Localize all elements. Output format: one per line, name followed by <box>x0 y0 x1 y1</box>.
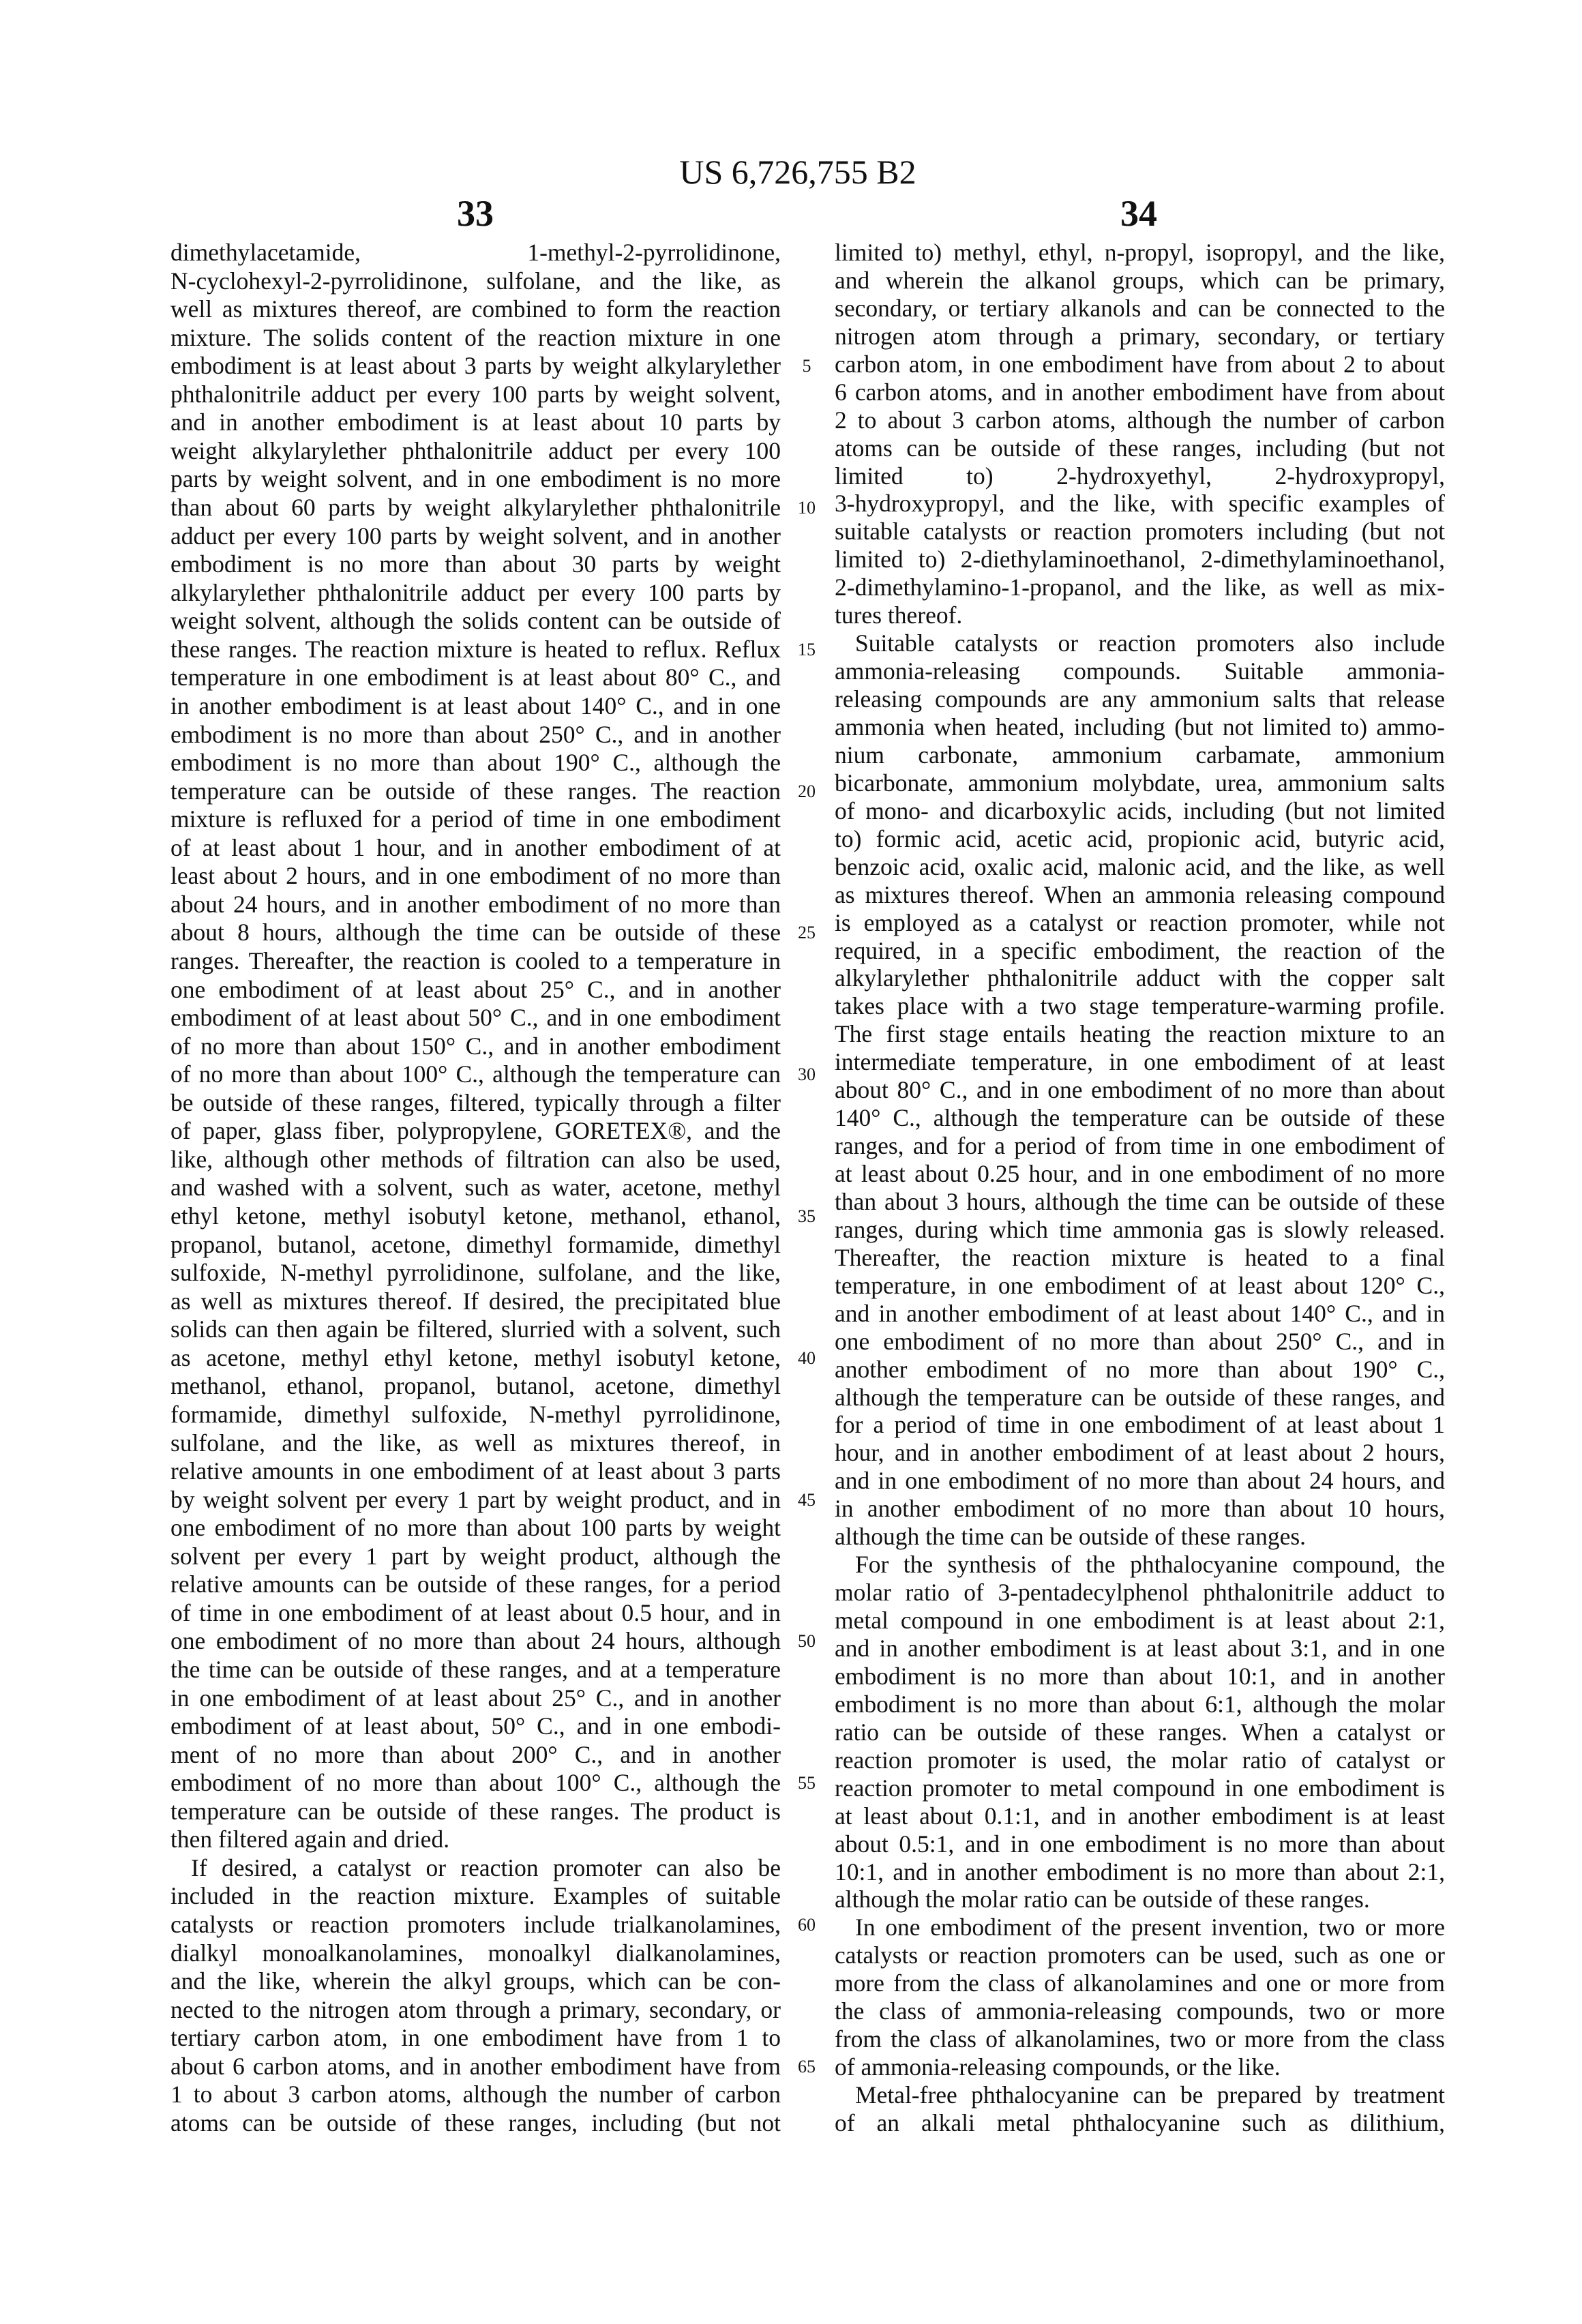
text-line: temperature, in one embodiment of at least about 120° C., <box>835 1272 1445 1300</box>
text-line: Metal-free phthalocyanine can be prepared by treatment <box>855 2081 1445 2109</box>
text-line: embodiment of no more than about 100° C., although the <box>170 1769 781 1797</box>
right-page-number: 34 <box>1071 192 1207 235</box>
text-line: atoms can be outside of these ranges, including (but not <box>835 434 1445 462</box>
line-number: 15 <box>793 636 820 664</box>
text-line: reaction promoter to metal compound in one embodiment is <box>835 1774 1445 1802</box>
text-line: and in another embodiment is at least about 10 parts by <box>170 408 781 436</box>
text-line: least about 2 hours, and in one embodiment of no more than <box>170 862 781 890</box>
text-line: although the time can be outside of these ranges. <box>835 1523 1445 1551</box>
text-line: ranges. Thereafter, the reaction is cooled to a temperature in <box>170 947 781 975</box>
text-line: temperature can be outside of these ranges. The reaction <box>170 777 781 805</box>
text-line: mixture is refluxed for a period of time in one embodiment <box>170 805 781 833</box>
text-line: benzoic acid, oxalic acid, malonic acid, and the like, as well <box>835 853 1445 881</box>
text-line: sulfolane, and the like, as well as mixtures thereof, in <box>170 1429 781 1457</box>
text-line: the class of ammonia-releasing compounds, two or more <box>835 1997 1445 2025</box>
text-line: embodiment is at least about 3 parts by weight alkylarylether <box>170 352 781 380</box>
text-line: dimethylacetamide, 1-methyl-2-pyrrolidinone, <box>170 239 781 267</box>
text-line: limited to) methyl, ethyl, n-propyl, isopropyl, and the like, <box>835 239 1445 267</box>
text-line: formamide, dimethyl sulfoxide, N-methyl pyrrolidinone, <box>170 1401 781 1429</box>
text-line: 3-hydroxypropyl, and the like, with specific examples of <box>835 490 1445 518</box>
line-number: 55 <box>793 1769 820 1797</box>
text-line: embodiment of at least about, 50° C., and in one embodi- <box>170 1712 781 1740</box>
text-line: dialkyl monoalkanolamines, monoalkyl dialkanolamines, <box>170 1939 781 1967</box>
text-line: nected to the nitrogen atom through a primary, secondary, or <box>170 1996 781 2024</box>
text-line: relative amounts in one embodiment of at least about 3 parts <box>170 1457 781 1485</box>
text-line: If desired, a catalyst or reaction promoter can also be <box>191 1854 781 1882</box>
text-line: another embodiment of no more than about 190° C., <box>835 1356 1445 1384</box>
text-line: mixture. The solids content of the reaction mixture in one <box>170 324 781 352</box>
text-line: ammonia-releasing compounds. Suitable ammonia- <box>835 657 1445 685</box>
text-line: catalysts or reaction promoters can be used, such as one or <box>835 1941 1445 1969</box>
text-line: tertiary carbon atom, in one embodiment have from 1 to <box>170 2024 781 2052</box>
text-line: and the like, wherein the alkyl groups, which can be con- <box>170 1967 781 1995</box>
text-line: reaction promoter is used, the molar ratio of catalyst or <box>835 1746 1445 1774</box>
line-number: 25 <box>793 919 820 947</box>
text-line: Suitable catalysts or reaction promoters also include <box>855 629 1445 657</box>
text-line: about 24 hours, and in another embodiment of no more than <box>170 891 781 919</box>
text-line: sulfoxide, N-methyl pyrrolidinone, sulfolane, and the like, <box>170 1259 781 1287</box>
text-line: of paper, glass fiber, polypropylene, GORETEX®, and the <box>170 1117 781 1145</box>
text-line: In one embodiment of the present invention, two or more <box>855 1913 1445 1941</box>
text-line: 2-dimethylamino-1-propanol, and the like, as well as mix- <box>835 573 1445 601</box>
line-number: 50 <box>793 1627 820 1655</box>
text-line: of mono- and dicarboxylic acids, including (but not limited <box>835 797 1445 825</box>
line-number: 5 <box>793 352 820 380</box>
text-line: in one embodiment of at least about 25° C., and in another <box>170 1684 781 1712</box>
text-line: of at least about 1 hour, and in another embodiment of at <box>170 834 781 862</box>
text-line: molar ratio of 3-pentadecylphenol phthalonitrile adduct to <box>835 1579 1445 1607</box>
text-line: embodiment is no more than about 190° C., although the <box>170 749 781 777</box>
text-line: in another embodiment is at least about 140° C., and in one <box>170 692 781 720</box>
text-line: 140° C., although the temperature can be outside of these <box>835 1104 1445 1132</box>
text-line: 2 to about 3 carbon atoms, although the number of carbon <box>835 406 1445 434</box>
text-line: limited to) 2-diethylaminoethanol, 2-dimethylaminoethanol, <box>835 546 1445 573</box>
text-line: about 0.5:1, and in one embodiment is no more than about <box>835 1830 1445 1858</box>
text-line: For the synthesis of the phthalocyanine compound, the <box>855 1551 1445 1579</box>
text-line: more from the class of alkanolamines and one or more from <box>835 1969 1445 1997</box>
text-line: ment of no more than about 200° C., and in another <box>170 1741 781 1769</box>
text-line: embodiment is no more than about 10:1, and in another <box>835 1663 1445 1690</box>
text-line: embodiment of at least about 50° C., and in one embodiment <box>170 1004 781 1032</box>
text-line: atoms can be outside of these ranges, including (but not <box>170 2109 781 2137</box>
text-line: embodiment is no more than about 250° C., and in another <box>170 721 781 749</box>
text-line: alkylarylether phthalonitrile adduct with the copper salt <box>835 964 1445 992</box>
text-line: about 80° C., and in one embodiment of no more than about <box>835 1076 1445 1104</box>
text-line: of no more than about 100° C., although the temperature can <box>170 1060 781 1088</box>
text-line: N-cyclohexyl-2-pyrrolidinone, sulfolane, and the like, as <box>170 267 781 295</box>
text-line: than about 3 hours, although the time can be outside of these <box>835 1188 1445 1216</box>
line-number: 20 <box>793 777 820 805</box>
text-line: The first stage entails heating the reaction mixture to an <box>835 1020 1445 1048</box>
text-line: at least about 0.1:1, and in another embodiment is at least <box>835 1802 1445 1830</box>
text-line: and in one embodiment of no more than about 24 hours, and <box>835 1467 1445 1495</box>
text-line: phthalonitrile adduct per every 100 parts by weight solvent, <box>170 381 781 408</box>
text-line: although the temperature can be outside of these ranges, and <box>835 1384 1445 1412</box>
text-line: and in another embodiment of at least about 140° C., and in <box>835 1300 1445 1328</box>
text-line: as mixtures thereof. When an ammonia releasing compound <box>835 881 1445 909</box>
text-line: and wherein the alkanol groups, which can be primary, <box>835 267 1445 295</box>
text-line: ranges, during which time ammonia gas is slowly released. <box>835 1216 1445 1244</box>
text-line: secondary, or tertiary alkanols and can be connected to the <box>835 295 1445 323</box>
text-line: parts by weight solvent, and in one embodiment is no more <box>170 465 781 493</box>
text-line: one embodiment of no more than about 24 hours, although <box>170 1627 781 1655</box>
text-line: and in another embodiment is at least about 3:1, and in one <box>835 1635 1445 1663</box>
line-number: 65 <box>793 2053 820 2081</box>
line-number: 30 <box>793 1060 820 1088</box>
text-line: one embodiment of at least about 25° C., and in another <box>170 976 781 1004</box>
text-line: included in the reaction mixture. Examples of suitable <box>170 1882 781 1910</box>
text-line: by weight solvent per every 1 part by weight product, and in <box>170 1486 781 1514</box>
text-line: for a period of time in one embodiment of at least about 1 <box>835 1411 1445 1439</box>
text-line: intermediate temperature, in one embodiment of at least <box>835 1048 1445 1076</box>
text-line: well as mixtures thereof, are combined to form the reaction <box>170 295 781 323</box>
text-line: temperature in one embodiment is at least about 80° C., and <box>170 664 781 691</box>
text-line: solids can then again be filtered, slurried with a solvent, such <box>170 1315 781 1343</box>
text-line: takes place with a two stage temperature-warming profile. <box>835 992 1445 1020</box>
text-line: these ranges. The reaction mixture is heated to reflux. Reflux <box>170 636 781 664</box>
text-line: nium carbonate, ammonium carbamate, ammonium <box>835 741 1445 769</box>
text-line: weight solvent, although the solids content can be outside of <box>170 607 781 635</box>
text-line: than about 60 parts by weight alkylarylether phthalonitrile <box>170 494 781 522</box>
text-line: of time in one embodiment of at least about 0.5 hour, and in <box>170 1599 781 1627</box>
text-line: of no more than about 150° C., and in another embodiment <box>170 1032 781 1060</box>
text-line: as well as mixtures thereof. If desired, the precipitated blue <box>170 1287 781 1315</box>
line-number: 40 <box>793 1344 820 1372</box>
text-line: limited to) 2-hydroxyethyl, 2-hydroxypropyl, <box>835 462 1445 490</box>
text-line: suitable catalysts or reaction promoters including (but not <box>835 518 1445 546</box>
text-line: 1 to about 3 carbon atoms, although the number of carbon <box>170 2081 781 2109</box>
text-line: as acetone, methyl ethyl ketone, methyl isobutyl ketone, <box>170 1344 781 1372</box>
text-line: bicarbonate, ammonium molybdate, urea, ammonium salts <box>835 769 1445 797</box>
text-line: although the molar ratio can be outside of these ranges. <box>835 1886 1445 1913</box>
text-line: releasing compounds are any ammonium salts that release <box>835 685 1445 713</box>
text-line: the time can be outside of these ranges, and at a temperature <box>170 1656 781 1684</box>
text-line: 10:1, and in another embodiment is no more than about 2:1, <box>835 1858 1445 1886</box>
text-line: ammonia when heated, including (but not limited to) ammo- <box>835 713 1445 741</box>
text-line: embodiment is no more than about 30 parts by weight <box>170 550 781 578</box>
text-line: of ammonia-releasing compounds, or the like. <box>835 2053 1445 2081</box>
line-number: 35 <box>793 1202 820 1230</box>
left-page-number: 33 <box>407 192 543 235</box>
text-line: and washed with a solvent, such as water, acetone, methyl <box>170 1174 781 1202</box>
text-line: Thereafter, the reaction mixture is heated to a final <box>835 1244 1445 1272</box>
text-line: ranges, and for a period of from time in one embodiment of <box>835 1132 1445 1160</box>
text-line: is employed as a catalyst or reaction promoter, while not <box>835 909 1445 937</box>
text-line: propanol, butanol, acetone, dimethyl formamide, dimethyl <box>170 1231 781 1259</box>
text-line: hour, and in another embodiment of at least about 2 hours, <box>835 1439 1445 1467</box>
text-line: one embodiment of no more than about 100 parts by weight <box>170 1514 781 1542</box>
text-line: alkylarylether phthalonitrile adduct per every 100 parts by <box>170 579 781 607</box>
text-line: catalysts or reaction promoters include trialkanolamines, <box>170 1911 781 1939</box>
text-line: carbon atom, in one embodiment have from about 2 to about <box>835 351 1445 378</box>
text-line: ethyl ketone, methyl isobutyl ketone, methanol, ethanol, <box>170 1202 781 1230</box>
text-line: in another embodiment of no more than about 10 hours, <box>835 1495 1445 1523</box>
text-line: then filtered again and dried. <box>170 1826 781 1853</box>
text-line: solvent per every 1 part by weight product, although the <box>170 1543 781 1570</box>
text-line: at least about 0.25 hour, and in one embodiment of no more <box>835 1160 1445 1188</box>
text-line: embodiment is no more than about 6:1, although the molar <box>835 1690 1445 1718</box>
text-line: relative amounts can be outside of these ranges, for a period <box>170 1570 781 1598</box>
text-line: about 6 carbon atoms, and in another embodiment have from <box>170 2053 781 2081</box>
text-line: tures thereof. <box>835 601 1445 629</box>
text-line: ratio can be outside of these ranges. When a catalyst or <box>835 1718 1445 1746</box>
text-line: required, in a specific embodiment, the reaction of the <box>835 937 1445 965</box>
text-line: be outside of these ranges, filtered, typically through a filter <box>170 1089 781 1117</box>
text-line: adduct per every 100 parts by weight solvent, and in another <box>170 522 781 550</box>
line-number: 45 <box>793 1486 820 1514</box>
text-line: nitrogen atom through a primary, secondary, or tertiary <box>835 323 1445 351</box>
line-number: 60 <box>793 1911 820 1939</box>
text-line: methanol, ethanol, propanol, butanol, acetone, dimethyl <box>170 1372 781 1400</box>
text-line: to) formic acid, acetic acid, propionic acid, butyric acid, <box>835 825 1445 853</box>
text-line: one embodiment of no more than about 250° C., and in <box>835 1328 1445 1356</box>
text-line: of an alkali metal phthalocyanine such as dilithium, <box>835 2109 1445 2137</box>
text-line: 6 carbon atoms, and in another embodiment have from about <box>835 378 1445 406</box>
text-line: from the class of alkanolamines, two or more from the class <box>835 2025 1445 2053</box>
patent-number-header: US 6,726,755 B2 <box>0 151 1582 192</box>
text-line: like, although other methods of filtration can also be used, <box>170 1146 781 1174</box>
text-line: weight alkylarylether phthalonitrile adduct per every 100 <box>170 437 781 465</box>
text-line: temperature can be outside of these ranges. The product is <box>170 1798 781 1826</box>
line-number: 10 <box>793 494 820 522</box>
text-line: about 8 hours, although the time can be outside of these <box>170 919 781 947</box>
text-line: metal compound in one embodiment is at least about 2:1, <box>835 1607 1445 1635</box>
